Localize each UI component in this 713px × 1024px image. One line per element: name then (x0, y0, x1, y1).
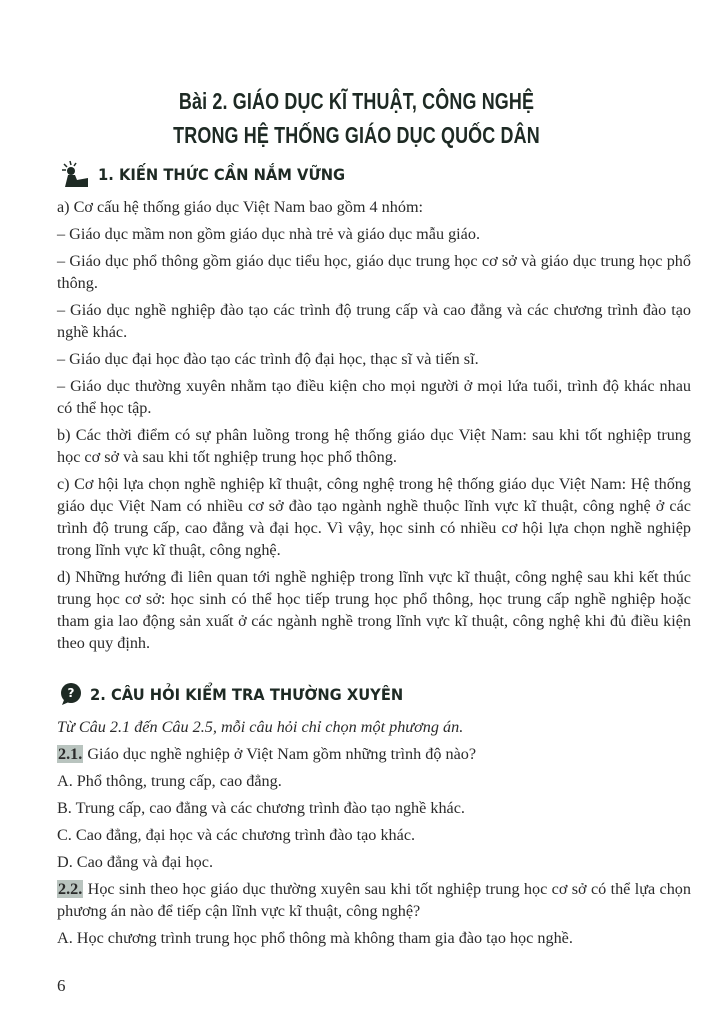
option: A. Học chương trình trung học phổ thông mà không tham gia đào tạo học nghề. (57, 929, 573, 947)
paragraph: b) Các thời điểm có sự phân luồng trong hệ thống giáo dục Việt Nam: sau khi tốt nghiệp trung học cơ sở và sau khi tốt nghiệp trung học phổ thông. (57, 426, 691, 466)
option: C. Cao đẳng, đại học và các chương trình đào tạo khác. (57, 826, 416, 844)
paragraph: c) Cơ hội lựa chọn nghề nghiệp kĩ thuật, công nghệ trong hệ thống giáo dục Việt Nam: Hệ thống giáo dục Việt Nam có nhiều cơ sở đào tạo ngành nghề thuộc lĩnh vực kĩ thuật, công nghệ ở các trình độ trung cấp, cao đẳng và đại học. Vì vậy, học sinh có nhiều cơ hội lựa chọn nghề nghiệp trong lĩnh vực kĩ thuật, công nghệ. (57, 475, 691, 559)
section-1-content (57, 196, 691, 659)
question-2-1: 2.1. Giáo dục nghề nghiệp ở Việt Nam gồm những trình độ nào? (58, 745, 477, 763)
question-number: 2.1. (58, 745, 83, 763)
section-2-heading: ? 2. CÂU HỎI KIỂM TRA THƯỜNG XUYÊN (60, 682, 430, 706)
paragraph: d) Những hướng đi liên quan tới nghề nghiệp trong lĩnh vực kĩ thuật, công nghệ sau khi kết thúc trung học cơ sở: học sinh có thể học tiếp trung học phổ thông, học trung cấp nghề nghiệp hoặc tham gia lao động sản xuất ở các ngành nghề trong lĩnh vực kĩ thuật, công nghệ khi đủ điều kiện theo quy định. (57, 568, 691, 652)
page-number: 6 (57, 976, 66, 995)
paragraph: a) Cơ cấu hệ thống giáo dục Việt Nam bao gồm 4 nhóm: (57, 198, 424, 216)
paragraph: – Giáo dục nghề nghiệp đào tạo các trình độ trung cấp và cao đẳng và các chương trình đào tạo nghề khác. (57, 301, 691, 341)
paragraph: – Giáo dục phổ thông gồm giáo dục tiểu học, giáo dục trung học cơ sở và giáo dục trung học phổ thông. (57, 252, 691, 292)
paragraph: – Giáo dục thường xuyên nhằm tạo điều kiện cho mọi người ở mọi lứa tuổi, trình độ khác nhau có thể học tập. (57, 377, 691, 417)
question-number: 2.2. (58, 880, 83, 898)
paragraph: – Giáo dục đại học đào tạo các trình độ đại học, thạc sĩ và tiến sĩ. (57, 350, 479, 368)
section-1-heading: 1. KIẾN THỨC CẦN NẮM VỮNG (60, 160, 367, 188)
lesson-title: Bài 2. GIÁO DỤC KĨ THUẬT, CÔNG NGHỆ TRONG HỆ THỐNG GIÁO DỤC QUỐC DÂN (173, 88, 540, 148)
paragraph: – Giáo dục mầm non gồm giáo dục nhà trẻ và giáo dục mẫu giáo. (57, 225, 481, 243)
section-2-content (57, 716, 691, 954)
thinking-person-icon (60, 160, 90, 188)
option: D. Cao đẳng và đại học. (57, 853, 213, 871)
svg-text:?: ? (67, 686, 75, 700)
question-bubble-icon (60, 682, 82, 706)
option: A. Phổ thông, trung cấp, cao đẳng. (57, 772, 282, 790)
question-2-2: 2.2. Học sinh theo học giáo dục thường xuyên sau khi tốt nghiệp trung học cơ sở có thể lựa chọn phương án nào để tiếp cận lĩnh vực kĩ thuật, công nghệ? (57, 880, 691, 920)
instruction: Từ Câu 2.1 đến Câu 2.5, mỗi câu hỏi chỉ chọn một phương án. (57, 718, 464, 736)
option: B. Trung cấp, cao đẳng và các chương trình đào tạo nghề khác. (57, 799, 465, 817)
